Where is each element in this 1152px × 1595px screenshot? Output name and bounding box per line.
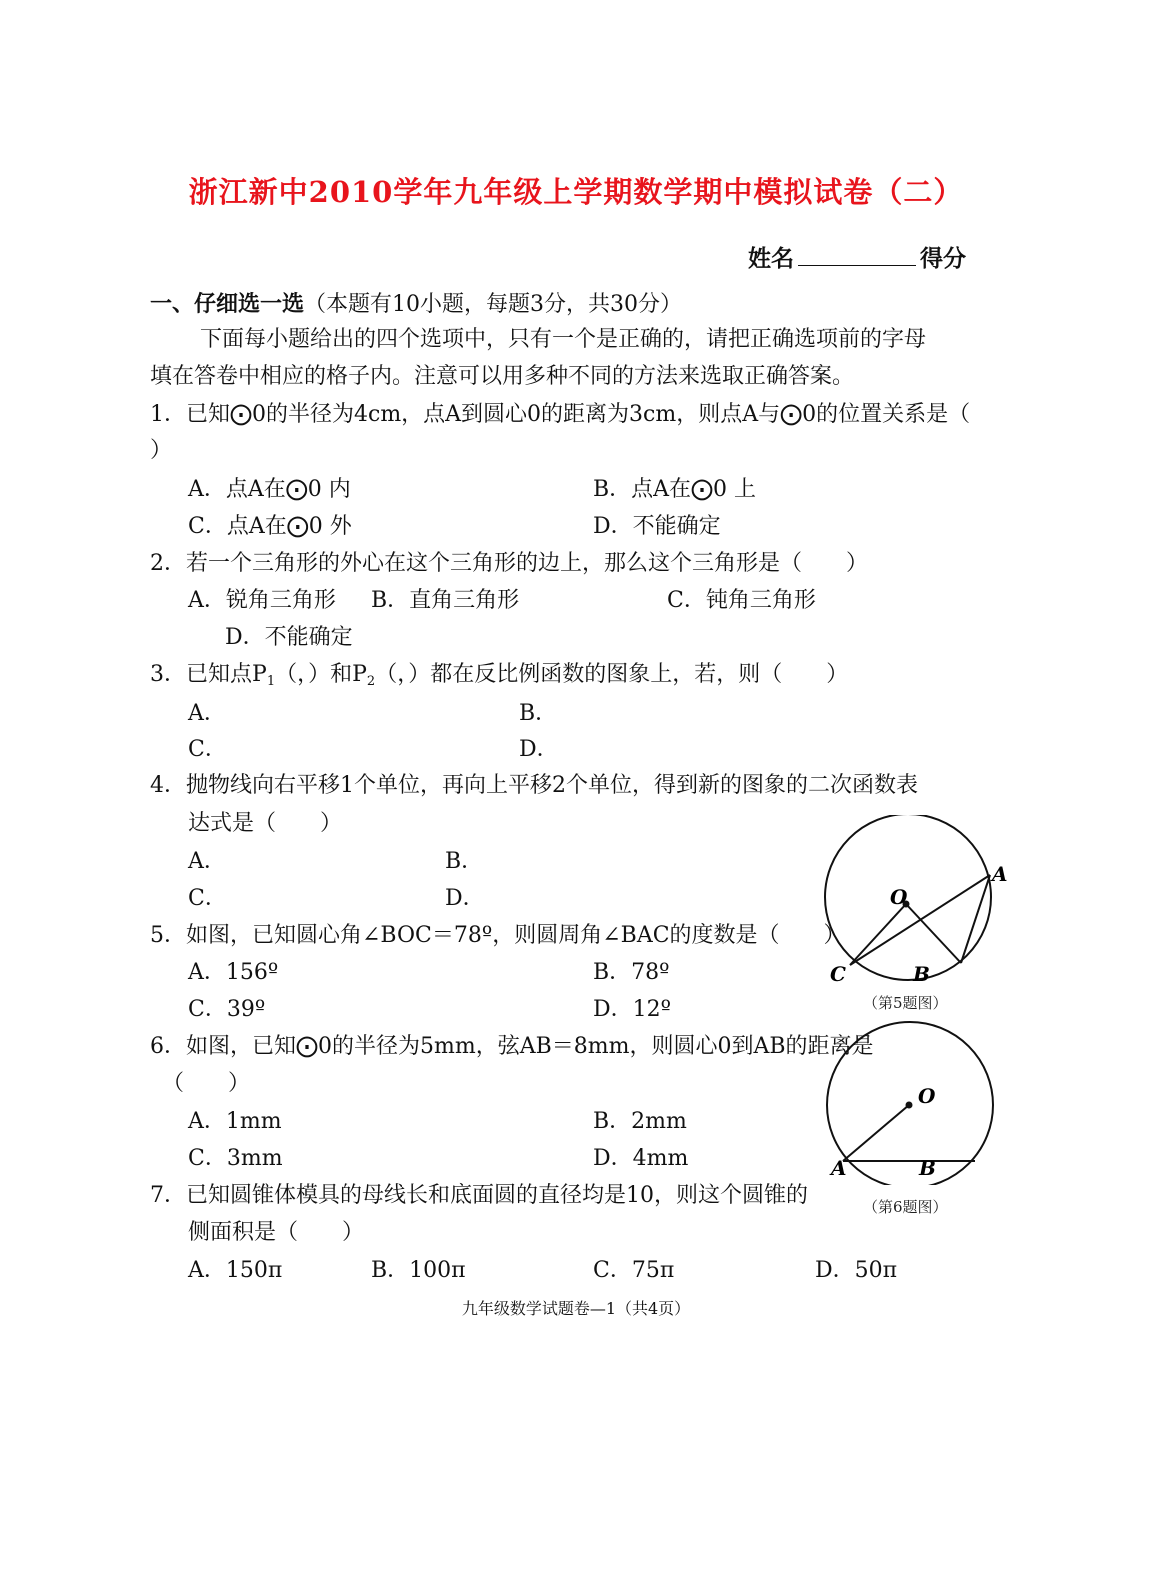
fig6-label-a: A bbox=[831, 1156, 847, 1180]
q4-stem-cont: 达式是（ ） bbox=[188, 811, 343, 836]
q3-text-2: （，）和P bbox=[275, 662, 367, 687]
fig6-radius-oa bbox=[843, 1105, 909, 1161]
q5-option-a: A．156º bbox=[188, 960, 279, 985]
q7-stem: 7．已知圆锥体模具的母线长和底面圆的直径均是10，则这个圆锥的 bbox=[150, 1183, 808, 1208]
q3-text-3: （，）都在反比例函数的图象上，若，则（ ） bbox=[375, 662, 849, 687]
q2-option-d: D．不能确定 bbox=[225, 625, 353, 650]
fig5-label-b: B bbox=[913, 962, 930, 985]
q2-stem: 2．若一个三角形的外心在这个三角形的边上，那么这个三角形是（ ） bbox=[150, 551, 868, 576]
fig6-label-o: O bbox=[918, 1084, 936, 1108]
fig5-radius-ob bbox=[906, 904, 961, 963]
q7-option-b: B．100π bbox=[371, 1258, 466, 1283]
q3-sub-1: 1 bbox=[266, 674, 276, 689]
q4-option-c: C． bbox=[188, 886, 227, 911]
fig6-label-b: B bbox=[919, 1156, 936, 1180]
q3-text-1: 3．已知点P bbox=[150, 662, 267, 687]
q2-option-b: B．直角三角形 bbox=[371, 588, 520, 613]
fig5-chord-ab bbox=[961, 875, 990, 963]
q7-option-c: C．75π bbox=[593, 1258, 675, 1283]
fig5-caption: （第5题图） bbox=[863, 994, 948, 1012]
figure-q5-circle bbox=[810, 815, 1020, 985]
q3-option-c: C． bbox=[188, 737, 227, 762]
page-footer: 九年级数学试题卷—1（共4页） bbox=[461, 1299, 691, 1318]
q4-option-d: D． bbox=[445, 886, 485, 911]
q1-stem-cont: ） bbox=[150, 438, 173, 463]
q1-option-a: A．点A在⨀0 内 bbox=[188, 477, 351, 502]
q6-option-a: A．1mm bbox=[188, 1109, 282, 1134]
q3-sub-2: 2 bbox=[366, 674, 376, 689]
q3-option-b: B． bbox=[519, 701, 558, 726]
q1-stem: 1．已知⨀0的半径为4cm，点A到圆心0的距离为3cm，则点A与⨀0的位置关系是（ bbox=[150, 402, 971, 427]
q1-option-d: D．不能确定 bbox=[593, 514, 721, 539]
q2-option-c: C．钝角三角形 bbox=[667, 588, 816, 613]
q5-stem: 5．如图，已知圆心角∠BOC＝78º，则圆周角∠BAC的度数是（ ） bbox=[150, 923, 846, 948]
q6-stem: 6．如图，已知⨀0的半径为5mm，弦AB＝8mm，则圆心0到AB的距离是 bbox=[150, 1034, 874, 1059]
q6-stem-cont: （ ） bbox=[162, 1071, 251, 1096]
section-title: 一、仔细选一选 bbox=[150, 291, 305, 317]
figure-q6-circle bbox=[815, 1015, 1015, 1185]
q5-option-b: B．78º bbox=[593, 960, 670, 985]
intro-line-1: 下面每小题给出的四个选项中，只有一个是正确的，请把正确选项前的字母 bbox=[200, 327, 927, 352]
intro-line-2: 填在答卷中相应的格子内。注意可以用多种不同的方法来选取正确答案。 bbox=[150, 364, 855, 389]
name-label: 姓名 bbox=[748, 245, 794, 272]
q1-option-c: C．点A在⨀0 外 bbox=[188, 514, 352, 539]
q4-stem: 4．抛物线向右平移1个单位，再向上平移2个单位，得到新的图象的二次函数表 bbox=[150, 773, 918, 798]
page-title: 浙江新中2010学年九年级上学期数学期中模拟试卷（二） bbox=[188, 175, 964, 209]
q6-option-c: C．3mm bbox=[188, 1146, 283, 1171]
q1-option-b: B．点A在⨀0 上 bbox=[593, 477, 757, 502]
q5-option-c: C．39º bbox=[188, 997, 266, 1022]
name-blank[interactable] bbox=[798, 243, 916, 266]
q7-option-a: A．150π bbox=[188, 1258, 283, 1283]
q3-option-a: A． bbox=[188, 701, 226, 726]
fig5-label-c: C bbox=[830, 962, 846, 985]
score-label: 得分 bbox=[920, 245, 966, 272]
q7-stem-cont: 侧面积是（ ） bbox=[188, 1220, 365, 1245]
fig5-label-o: O bbox=[890, 885, 908, 909]
q4-option-a: A． bbox=[188, 849, 226, 874]
fig6-caption: （第6题图） bbox=[863, 1198, 948, 1216]
q6-option-d: D．4mm bbox=[593, 1146, 689, 1171]
q2-option-a: A．锐角三角形 bbox=[188, 588, 336, 613]
fig6-center-dot bbox=[906, 1102, 913, 1109]
q6-option-b: B．2mm bbox=[593, 1109, 687, 1134]
section-heading bbox=[150, 291, 682, 318]
q3-stem bbox=[150, 662, 848, 695]
q7-option-d: D．50π bbox=[815, 1258, 898, 1283]
fig5-circle-outline bbox=[825, 815, 991, 980]
q4-option-b: B． bbox=[445, 849, 484, 874]
q5-option-d: D．12º bbox=[593, 997, 671, 1022]
name-score-line bbox=[748, 240, 966, 273]
q3-option-d: D． bbox=[519, 737, 559, 762]
fig5-label-a: A bbox=[992, 862, 1008, 886]
section-note: （本题有10小题，每题3分，共30分） bbox=[304, 292, 683, 317]
